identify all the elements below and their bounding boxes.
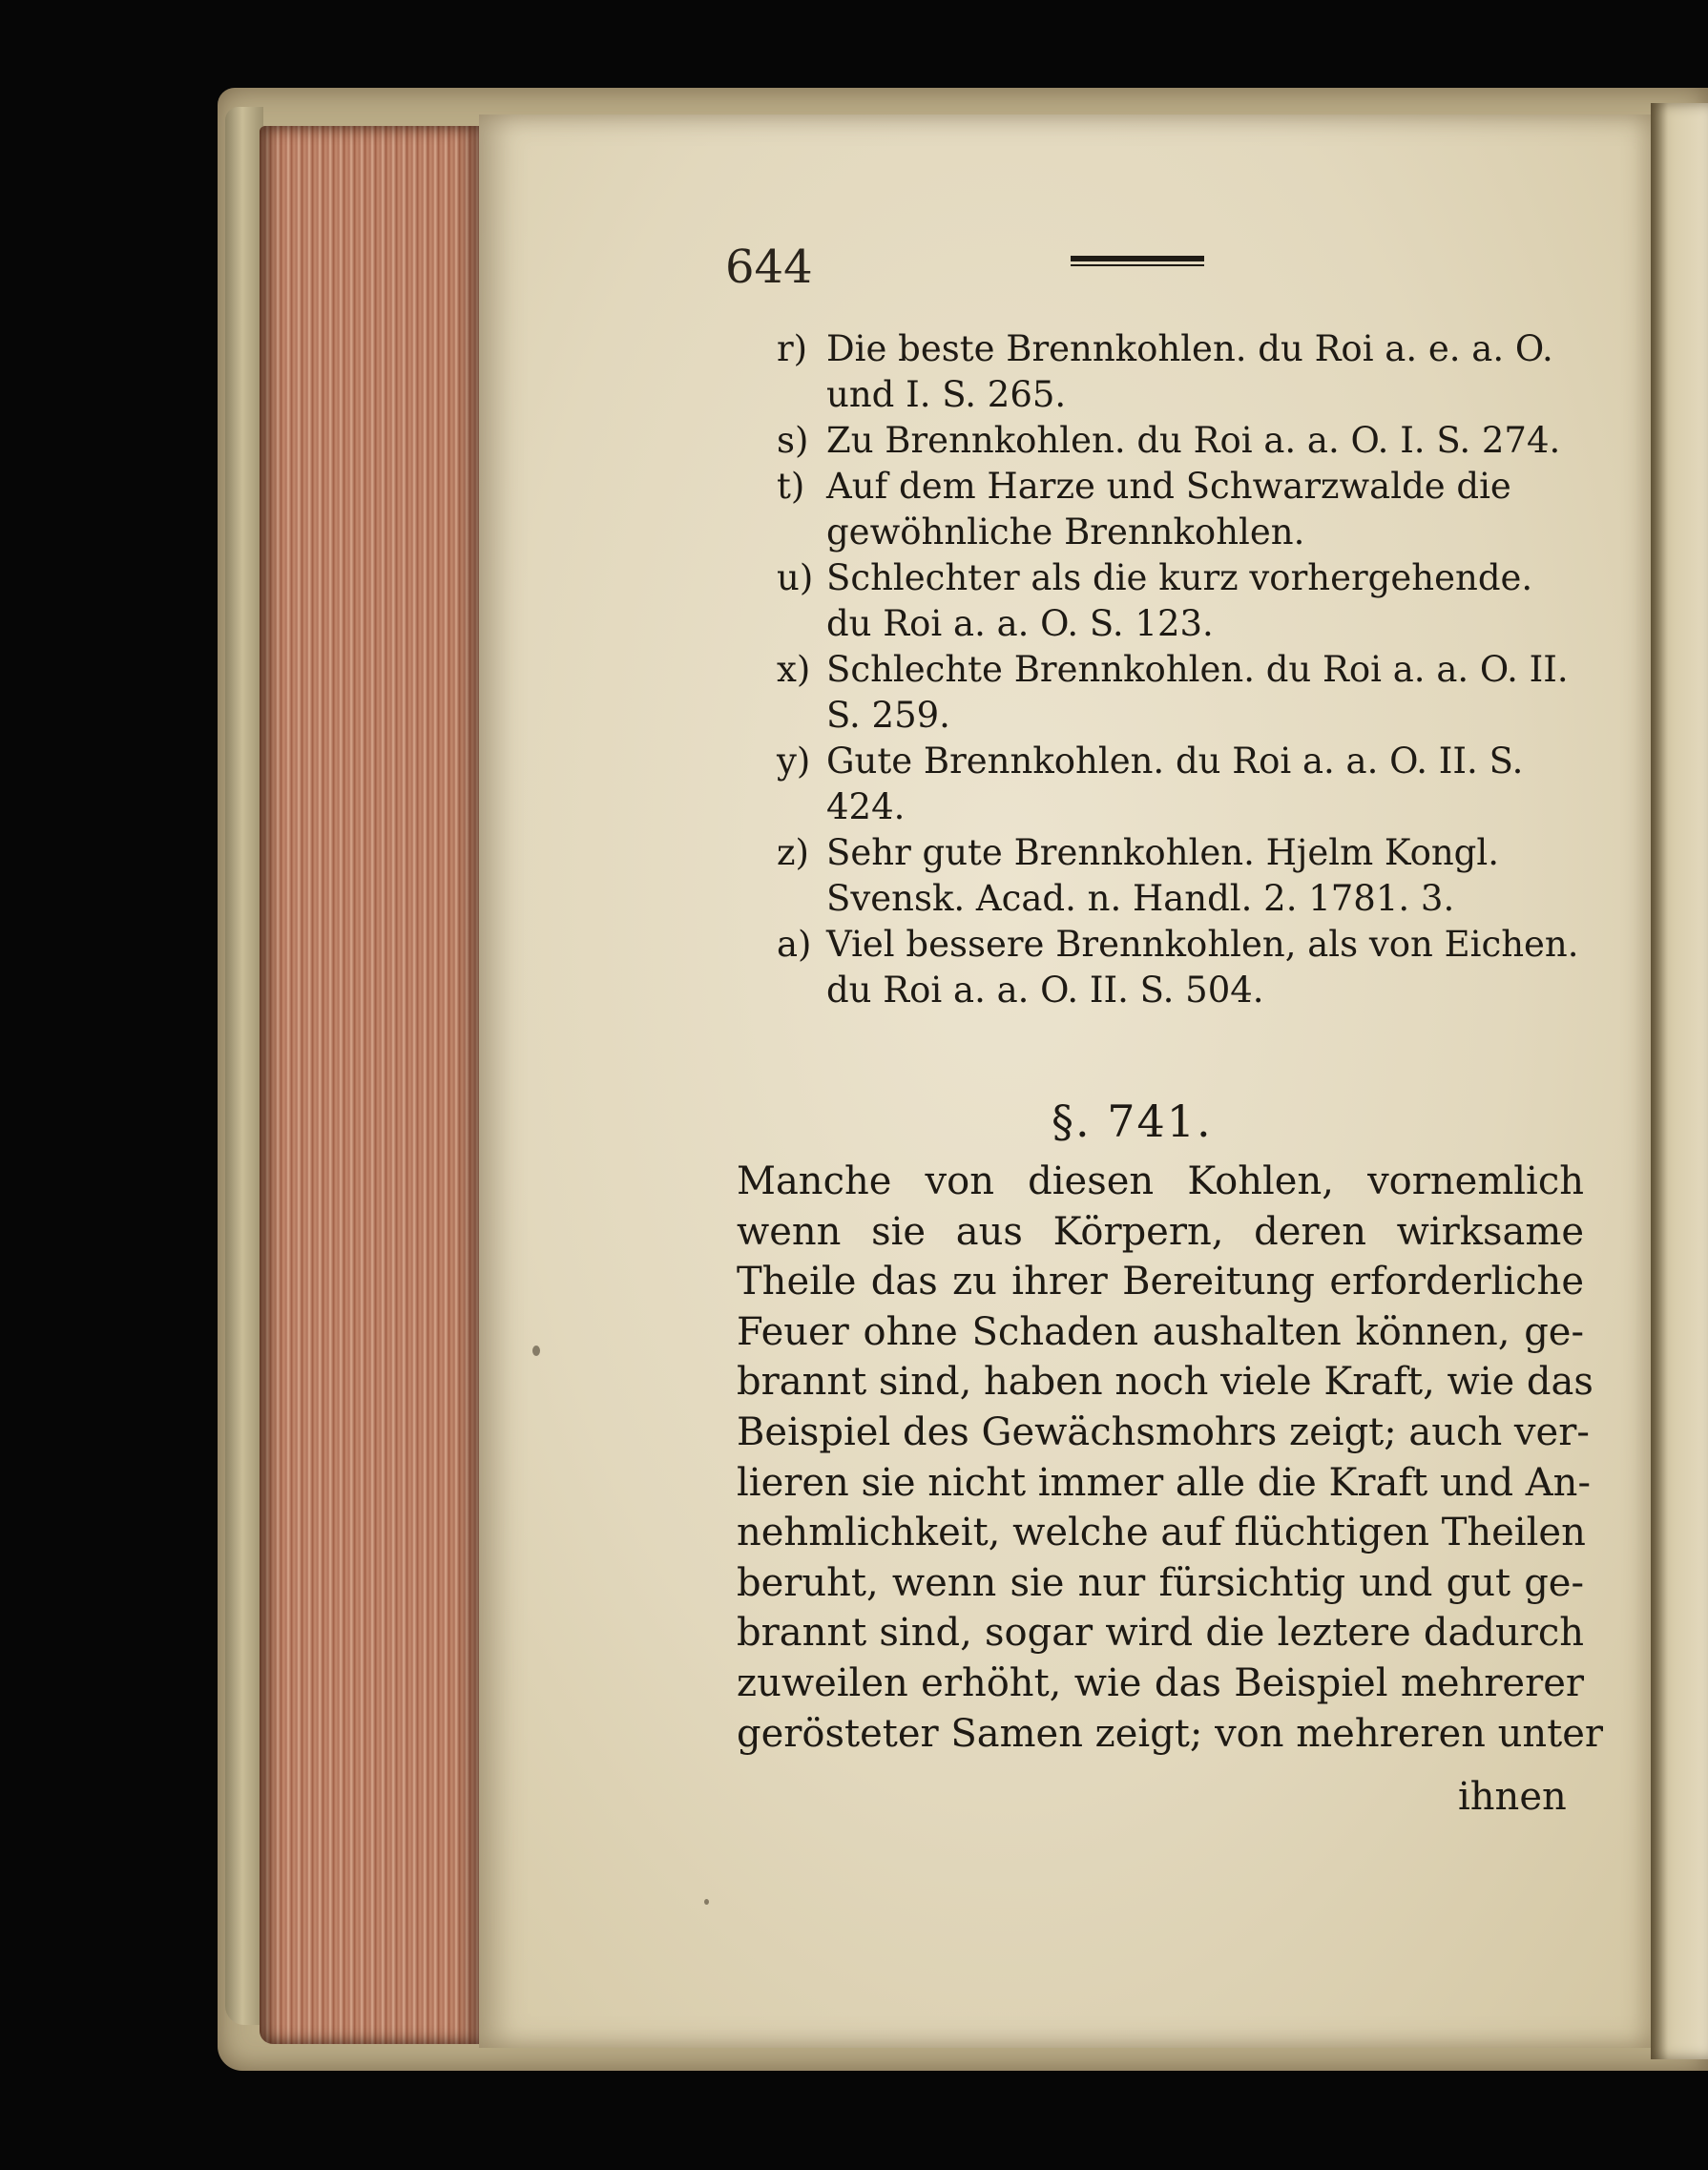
footnotes bbox=[777, 326, 1584, 1013]
footnote-text: Schlechte Brennkohlen. du Roi a. a. O. II. S. 259. bbox=[826, 649, 1569, 736]
page-edges bbox=[260, 126, 479, 2044]
footnote-letter: u) bbox=[777, 557, 814, 598]
footnote bbox=[777, 555, 1584, 647]
ink-speck bbox=[704, 1899, 709, 1905]
footnote bbox=[777, 326, 1584, 418]
body-line: lieren sie nicht immer alle die Kraft und An- bbox=[737, 1460, 1591, 1505]
footnote bbox=[777, 922, 1584, 1013]
footnote-text: Gute Brennkohlen. du Roi a. a. O. II. S. 424. bbox=[826, 741, 1524, 827]
page-number: 644 bbox=[725, 240, 813, 294]
footnote-letter: r) bbox=[777, 328, 808, 369]
body-line: zuweilen erhöht, wie das Beispiel mehrerer bbox=[737, 1660, 1584, 1705]
footnote bbox=[777, 739, 1584, 830]
footnote-letter: a) bbox=[777, 924, 812, 965]
section-heading: §. 741. bbox=[1052, 1095, 1213, 1147]
body-line: Feuer ohne Schaden aushalten können, ge- bbox=[737, 1309, 1584, 1354]
body-line: Manche von diesen Kohlen, vornemlich bbox=[737, 1159, 1584, 1203]
footnote-text: Schlechter als die kurz vorhergehende. du Roi a. a. O. S. 123. bbox=[826, 557, 1533, 644]
footnote-text: Viel bessere Brennkohlen, als von Eichen. du Roi a. a. O. II. S. 504. bbox=[826, 924, 1579, 1011]
footnote-letter: z) bbox=[777, 832, 809, 873]
footnote bbox=[777, 464, 1584, 555]
book-page bbox=[479, 115, 1651, 2048]
footnote bbox=[777, 647, 1584, 739]
footnote-letter: s) bbox=[777, 420, 809, 461]
body-line: Theile das zu ihrer Bereitung erforderliche bbox=[737, 1260, 1584, 1304]
footnote-letter: t) bbox=[777, 466, 805, 507]
ink-speck bbox=[532, 1346, 540, 1356]
body-line: brannt sind, haben noch viele Kraft, wie das bbox=[737, 1360, 1593, 1405]
footnote-text: Die beste Brennkohlen. du Roi a. e. a. O. und I. S. 265. bbox=[826, 328, 1553, 415]
header-rule bbox=[1071, 256, 1204, 266]
body-line: beruht, wenn sie nur fürsichtig und gut ge- bbox=[737, 1560, 1584, 1605]
body-line: Beispiel des Gewächsmohrs zeigt; auch ver- bbox=[737, 1409, 1590, 1454]
footnote bbox=[777, 830, 1584, 922]
footnote-text: Zu Brennkohlen. du Roi a. a. O. I. S. 274. bbox=[826, 420, 1561, 461]
body-line: gerösteter Samen zeigt; von mehreren unter bbox=[737, 1711, 1604, 1756]
footnote bbox=[777, 418, 1584, 464]
footnote-letter: x) bbox=[777, 649, 811, 690]
body-paragraph bbox=[737, 1157, 1604, 1759]
footnote-letter: y) bbox=[777, 741, 811, 782]
facing-page-edge bbox=[1651, 103, 1708, 2059]
footnote-text: Sehr gute Brennkohlen. Hjelm Kongl. Svensk. Acad. n. Handl. 2. 1781. 3. bbox=[826, 832, 1499, 919]
body-line: brannt sind, sogar wird die leztere dadurch bbox=[737, 1611, 1584, 1656]
catchword: ihnen bbox=[1458, 1775, 1567, 1819]
body-line: wenn sie aus Körpern, deren wirksame bbox=[737, 1209, 1584, 1254]
footnote-text: Auf dem Harze und Schwarzwalde die gewöhnliche Brennkohlen. bbox=[826, 466, 1511, 553]
body-line: nehmlichkeit, welche auf flüchtigen Theilen bbox=[737, 1511, 1586, 1555]
book-binding bbox=[225, 107, 263, 2025]
